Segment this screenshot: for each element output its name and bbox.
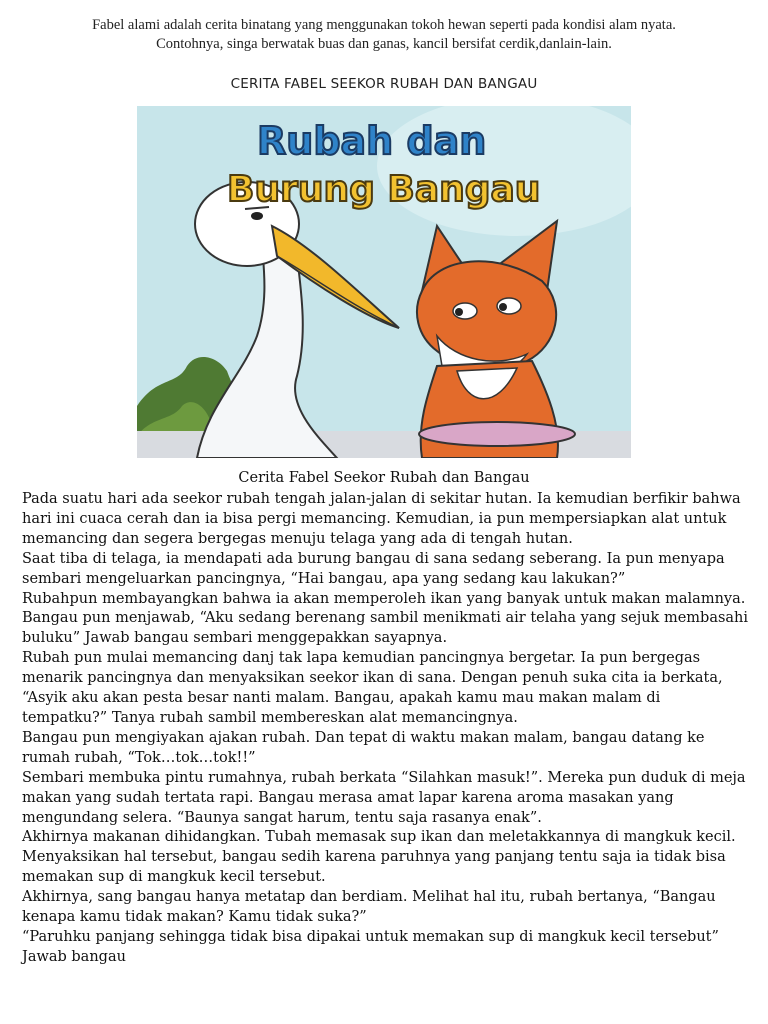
intro-line: Contohnya, singa berwatak buas dan ganas, kancil bersifat cerdik,danlain-lain. <box>156 36 612 52</box>
story-paragraph: Akhirnya makanan dihidangkan. Tubah memasak sup ikan dan meletakkannya di mangkuk kecil. Menyaksikan hal tersebut, bangau sedih karena paruhnya yang panjang tentu saja ia tidak bisa memakan sup di mangkuk kecil tersebut. <box>22 829 736 886</box>
intro-line: Fabel alami adalah cerita binatang yang menggunakan tokoh hewan seperti pada kondisi alam nyata. <box>92 17 676 33</box>
illustration-title-line1: Rubah dan <box>257 119 487 163</box>
story-illustration <box>137 106 631 458</box>
story-body <box>22 490 750 968</box>
image-caption: Cerita Fabel Seekor Rubah dan Bangau <box>238 470 530 486</box>
illustration-title-line2: Burung Bangau <box>227 169 541 210</box>
story-paragraph: Sembari membuka pintu rumahnya, rubah berkata “Silahkan masuk!”. Mereka pun duduk di meja makan yang sudah tertata rapi. Bangau merasa amat lapar karena aroma masakan yang mengundang selera. “Baunya sangat harum, tentu saja rasanya enak”. <box>22 769 746 826</box>
story-paragraph: “Paruhku panjang sehingga tidak bisa dipakai untuk memakan sup di mangkuk kecil tersebut” Jawab bangau <box>22 928 719 965</box>
intro-text <box>20 16 748 54</box>
story-paragraph: Saat tiba di telaga, ia mendapati ada burung bangau di sana sedang seberang. Ia pun menyapa sembari mengeluarkan pancingnya, “Hai bangau, apa yang sedang kau lakukan?” <box>22 550 725 587</box>
story-paragraph: Bangau pun menjawab, “Aku sedang berenang sambil menikmati air telaha yang sejuk membasahi buluku” Jawab bangau sembari menggepakkan sayapnya. <box>22 610 749 647</box>
story-paragraph: Rubahpun membayangkan bahwa ia akan memperoleh ikan yang banyak untuk makan malamnya. <box>22 590 746 607</box>
story-paragraph: Rubah pun mulai memancing danj tak lapa kemudian pancingnya bergetar. Ia pun bergegas menarik pancingnya dan menyaksikan seekor ikan di sana. Dengan penuh suka cita ia berkata, “Asyik aku akan pesta besar nanti malam. Bangau, apakah kamu mau makan malam di tempatku?” Tanya rubah sambil membereskan alat memancingnya. <box>22 650 723 726</box>
story-paragraph: Akhirnya, sang bangau hanya metatap dan berdiam. Melihat hal itu, rubah bertanya, “Bangau kenapa kamu tidak makan? Kamu tidak suka?” <box>22 889 716 926</box>
page-title: CERITA FABEL SEEKOR RUBAH DAN BANGAU <box>230 76 538 92</box>
story-paragraph: Pada suatu hari ada seekor rubah tengah jalan-jalan di sekitar hutan. Ia kemudian berfikir bahwa hari ini cuaca cerah dan ia bisa pergi memancing. Kemudian, ia pun mempersiapkan alat untuk memancing dan segera bergegas menuju telaga yang ada di tengah hutan. <box>22 491 741 547</box>
story-paragraph: Bangau pun mengiyakan ajakan rubah. Dan tepat di waktu makan malam, bangau datang ke rumah rubah, “Tok…tok…tok!!” <box>22 729 705 766</box>
